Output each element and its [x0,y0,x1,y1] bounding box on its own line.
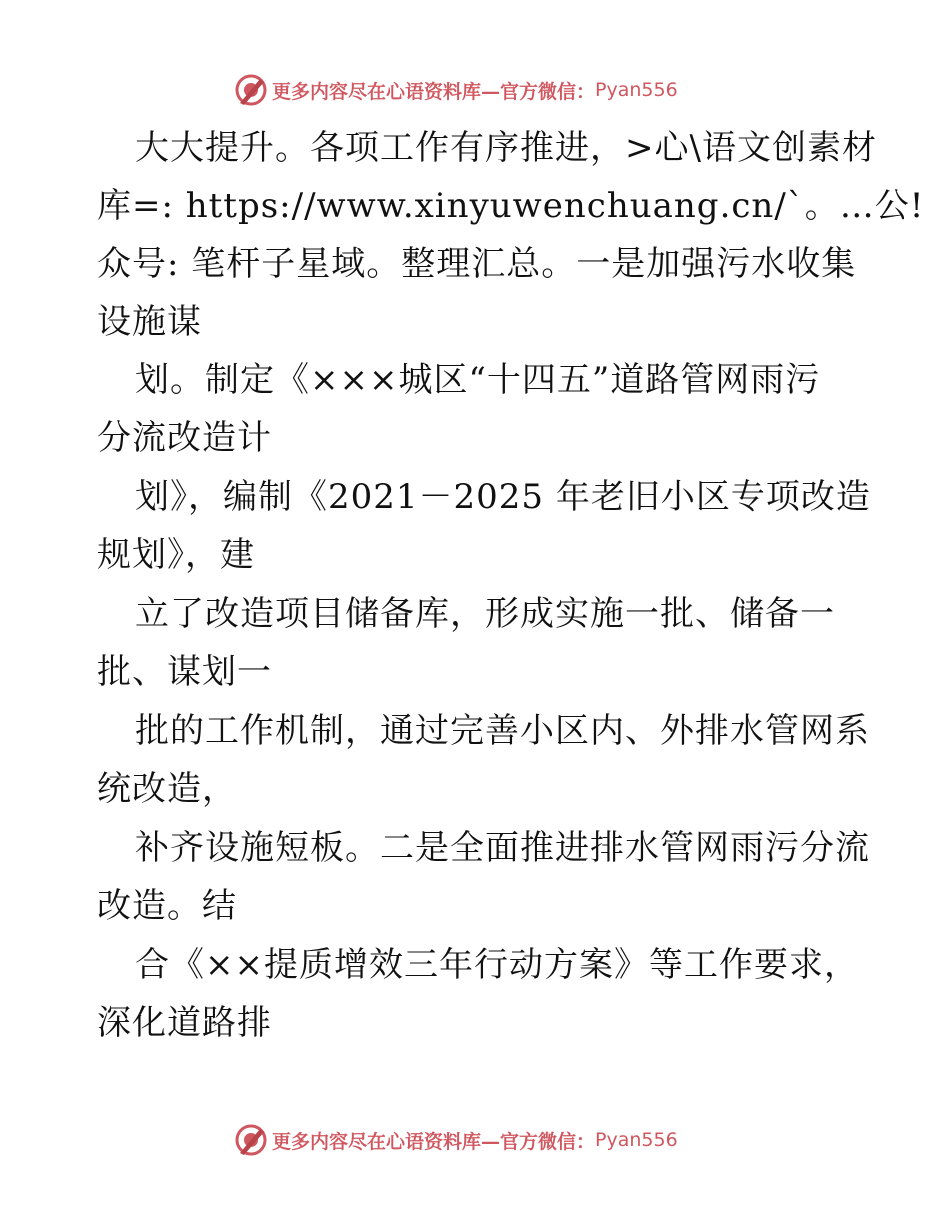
body-line: 批、谋划一 [97,652,272,692]
body-line: 统改造， [97,769,237,809]
body-line: 分流改造计 [97,418,272,458]
banner-text: 更多内容尽在心语资料库—官方微信： [272,80,596,103]
body-line: 批的工作机制，通过完善小区内、外排水管网系 [135,711,870,751]
footer-banner [234,1122,678,1158]
banner-text: 更多内容尽在心语资料库—官方微信： [272,1130,596,1153]
body-line: 大大提升。各项工作有序推进，>心\语文创素材 [135,128,877,168]
body-line: 库=: https://www.xinyuwenchuang.cn/`。…公! [97,186,925,226]
body-line: 划》，编制《2021－2025 年老旧小区专项改造 [135,477,871,517]
banner-wechat-id: Pyan556 [595,1129,678,1151]
body-line: 众号: 笔杆子星域。整理汇总。一是加强污水收集 [97,244,857,284]
pen-logo-icon [234,73,268,107]
body-line: 立了改造项目储备库，形成实施一批、储备一 [135,594,835,634]
body-line: 改造。结 [97,886,237,926]
body-line: 合《××提质增效三年行动方案》等工作要求， [135,945,859,985]
body-line: 规划》，建 [97,535,255,575]
header-banner [234,72,678,108]
body-line: 设施谋 [97,302,202,342]
pen-logo-icon [234,1123,268,1157]
body-line: 划。制定《×××城区“十四五”道路管网雨污 [135,360,821,400]
banner-wechat-id: Pyan556 [595,79,678,101]
body-line: 补齐设施短板。二是全面推进排水管网雨污分流 [135,828,870,868]
body-line: 深化道路排 [97,1003,272,1043]
